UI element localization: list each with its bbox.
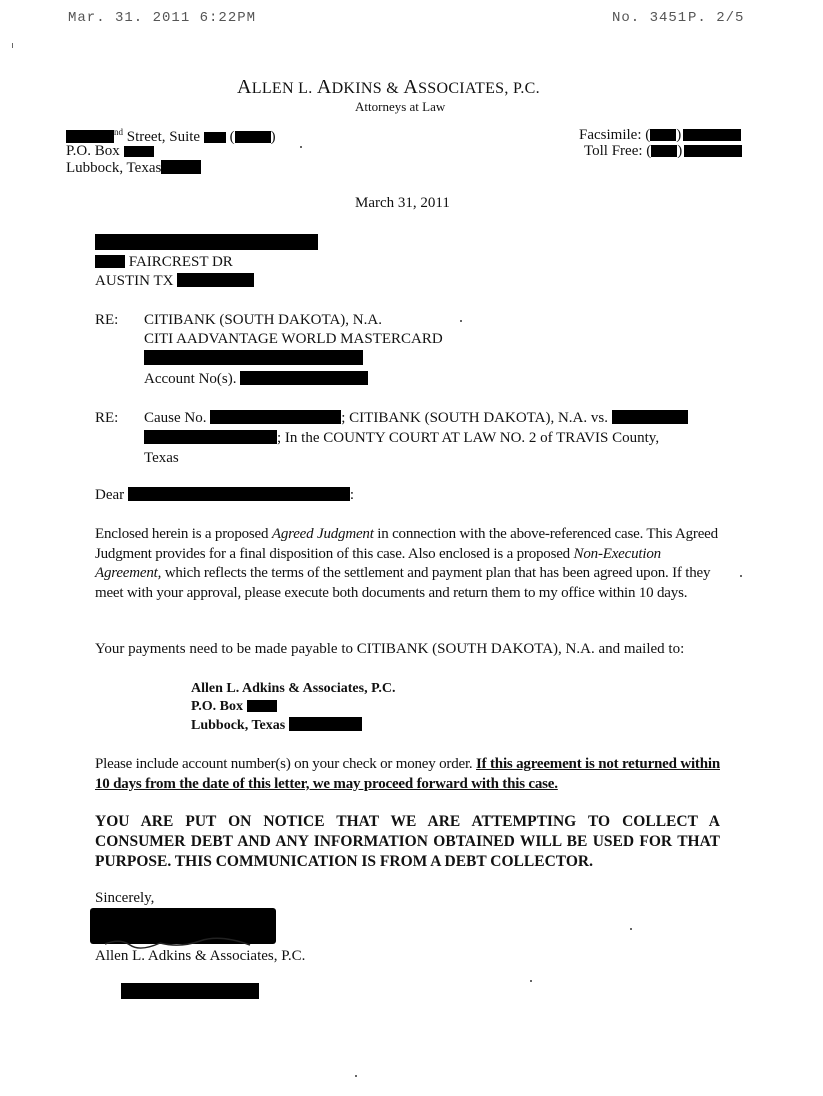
redaction — [128, 487, 350, 501]
tollfree-line: Toll Free: ( ) — [584, 143, 742, 160]
re2-label: RE: — [95, 410, 119, 426]
letter-date: March 31, 2011 — [355, 195, 450, 211]
re1-label: RE: — [95, 312, 119, 328]
redaction — [66, 130, 114, 143]
recipient-name-redaction — [95, 234, 318, 250]
redaction — [161, 160, 201, 174]
redaction — [650, 129, 676, 141]
redaction — [683, 129, 741, 141]
re1-line1: CITIBANK (SOUTH DAKOTA), N.A. — [144, 312, 382, 328]
address-pobox: P.O. Box — [66, 143, 154, 160]
firm-name: ALLEN L. ADKINS & ASSOCIATES, P.C. — [237, 76, 540, 98]
address-street: $^{nd}$ Street, Suite ( ) — [66, 127, 276, 146]
recipient-city: AUSTIN TX — [95, 273, 254, 290]
redaction — [240, 371, 368, 385]
redaction — [144, 430, 277, 444]
signature-firm: Allen L. Adkins & Associates, P.C. — [95, 948, 306, 964]
firm-tagline: Attorneys at Law — [355, 99, 446, 114]
re2-state: Texas — [144, 450, 179, 466]
redaction — [204, 132, 226, 143]
salutation: Dear : — [95, 487, 355, 503]
redaction — [124, 146, 154, 157]
re2-cause-line: Cause No. ; CITIBANK (SOUTH DAKOTA), N.A. vs. — [144, 410, 688, 427]
redaction — [235, 131, 271, 143]
redaction — [247, 700, 277, 712]
closing: Sincerely, — [95, 890, 155, 906]
redaction — [289, 717, 362, 731]
body-paragraph-1: Enclosed herein is a proposed Agreed Judgment in connection with the above-referenced case. This Agreed Judgment provides for a final disposition of this case. Also enclosed is a proposed Non-Execution Agreement, which reflects the terms of the settlement and payment plan that has been agreed upon. If they meet with your approval, please execute both documents and return them to my office within 10 days. — [95, 526, 718, 601]
redaction — [612, 410, 688, 424]
fax-number: No. 3451 — [612, 10, 688, 26]
payee-city: Lubbock, Texas — [191, 717, 362, 734]
redaction — [651, 145, 677, 157]
facsimile-line: Facsimile: ( ) — [579, 127, 741, 144]
debt-collector-notice: YOU ARE PUT ON NOTICE THAT WE ARE ATTEMPTING TO COLLECT A CONSUMER DEBT AND ANY INFORMATION OBTAINED WILL BE USED FOR THAT PURPOSE. THIS COMMUNICATION IS FROM A DEBT COLLECTOR. — [95, 813, 720, 870]
redaction — [210, 410, 341, 424]
re1-account: Account No(s). — [144, 371, 368, 388]
payee-name: Allen L. Adkins & Associates, P.C. — [191, 681, 396, 696]
signer-name-redaction — [121, 983, 259, 999]
redaction — [177, 273, 254, 287]
payee-pobox: P.O. Box — [191, 699, 277, 715]
re1-redaction — [144, 350, 363, 365]
fax-timestamp: Mar. 31. 2011 6:22PM — [68, 10, 257, 26]
fax-page: P. 2/5 — [688, 10, 745, 26]
redaction — [95, 255, 125, 268]
re1-line2: CITI AADVANTAGE WORLD MASTERCARD — [144, 331, 443, 347]
recipient-street: FAIRCREST DR — [95, 254, 233, 271]
address-city: Lubbock, Texas — [66, 160, 201, 177]
body-paragraph-3: Please include account number(s) on your check or money order. If this agreement is not returned within 10 days from the date of this letter, we may proceed forward with this case. — [95, 756, 720, 792]
re2-court-line: ; In the COUNTY COURT AT LAW NO. 2 of TRAVIS County, — [144, 430, 659, 447]
redaction — [684, 145, 742, 157]
body-paragraph-2: Your payments need to be made payable to CITIBANK (SOUTH DAKOTA), N.A. and mailed to: — [95, 641, 685, 657]
